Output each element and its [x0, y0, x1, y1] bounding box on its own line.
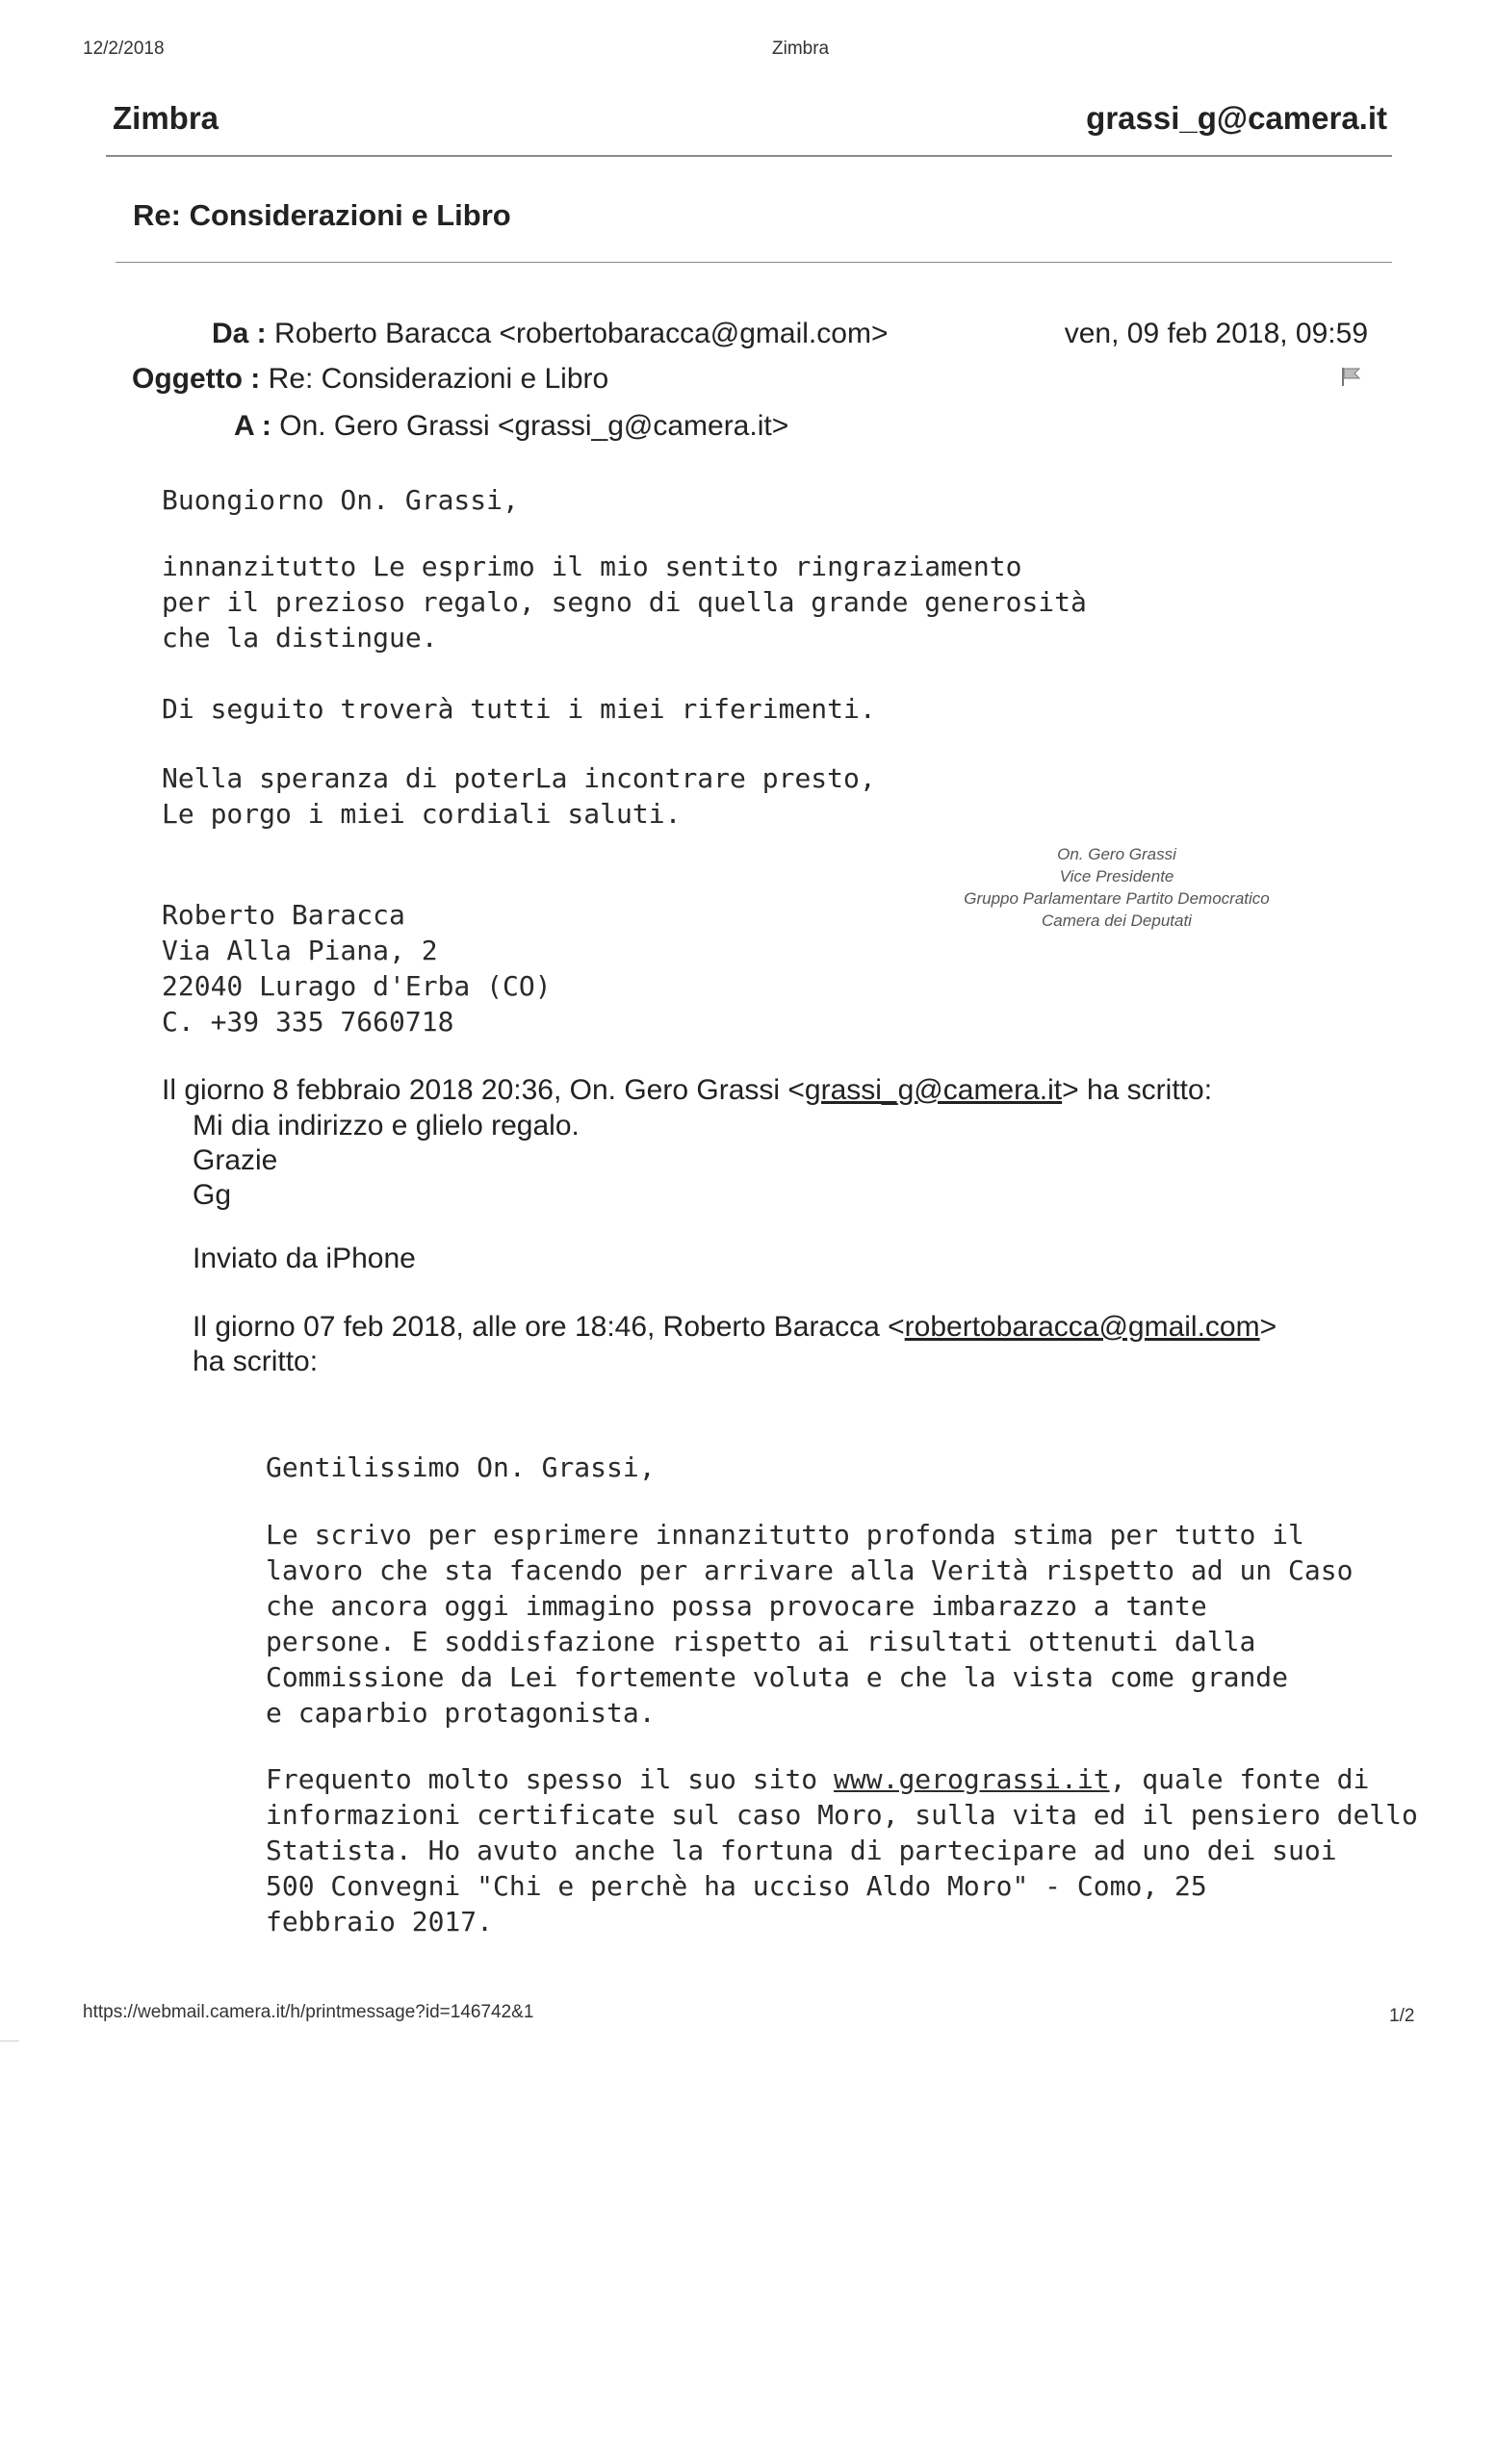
- quote1-line: Mi dia indirizzo e glielo regalo.: [193, 1110, 580, 1142]
- body-paragraph-3: [162, 760, 876, 832]
- signature-phone: C. +39 335 7660718: [162, 1006, 454, 1038]
- brand-logo-text: Zimbra: [113, 100, 219, 136]
- quote1-sent-from: Inviato da iPhone: [193, 1243, 416, 1274]
- body-line: per il prezioso regalo, segno di quella grande generosità: [162, 586, 1087, 618]
- to-value: On. Gero Grassi <grassi_g@camera.it>: [279, 410, 789, 442]
- subject-row: [132, 363, 608, 396]
- body-paragraph-1: [162, 549, 1087, 655]
- stamp-line: On. Gero Grassi: [1057, 845, 1176, 863]
- quote2-intro-tail: >: [1259, 1311, 1277, 1343]
- account-email: grassi_g@camera.it: [1086, 100, 1387, 136]
- quote2-line: [266, 1761, 1418, 1797]
- signature-name: Roberto Baracca: [162, 899, 405, 931]
- quote2-intro: [193, 1310, 1277, 1379]
- from-row: [212, 318, 888, 350]
- print-title: Zimbra: [772, 38, 830, 59]
- quote2-line-tail: , quale fonte di: [1109, 1763, 1370, 1795]
- quote2-intro-line2: ha scritto:: [193, 1346, 319, 1377]
- quote2-paragraph-2: [266, 1761, 1418, 1939]
- website-link[interactable]: www.gerograssi.it: [834, 1763, 1110, 1795]
- quote2-line: e caparbio protagonista.: [266, 1697, 656, 1729]
- quote2-email-link[interactable]: robertobaracca@gmail.com: [904, 1311, 1260, 1343]
- quote2-greeting: Gentilissimo On. Grassi,: [266, 1451, 656, 1483]
- stamp-line: Camera dei Deputati: [1042, 911, 1192, 930]
- page-number: 1/2: [1389, 2006, 1415, 2026]
- quote1-intro-tail: > ha scritto:: [1062, 1074, 1213, 1106]
- flag-icon[interactable]: [1340, 366, 1363, 392]
- body-line: che la distingue.: [162, 622, 438, 654]
- body-line: Le porgo i miei cordiali saluti.: [162, 798, 682, 830]
- quote2-line: febbraio 2017.: [266, 1906, 494, 1938]
- quote2-line: informazioni certificate sul caso Moro, sulla vita ed il pensiero dello: [266, 1799, 1418, 1831]
- subject-value: Re: Considerazioni e Libro: [268, 363, 609, 395]
- quote1-intro-text: Il giorno 8 febbraio 2018 20:36, On. Gero Grassi <: [162, 1074, 805, 1106]
- quote2-line: persone. E soddisfazione rispetto ai risultati ottenuti dalla: [266, 1626, 1256, 1657]
- body-line: Nella speranza di poterLa incontrare presto,: [162, 762, 876, 794]
- quote2-line: Le scrivo per esprimere innanzitutto profonda stima per tutto il: [266, 1519, 1304, 1551]
- quote1-email-link[interactable]: grassi_g@camera.it: [804, 1074, 1063, 1106]
- body-line: innanzitutto Le esprimo il mio sentito ringraziamento: [162, 551, 1022, 582]
- quote2-intro-line: [193, 1310, 1277, 1345]
- message-subject-title: Re: Considerazioni e Libro: [133, 198, 511, 232]
- to-row: [234, 410, 788, 443]
- subject-label: Oggetto :: [132, 363, 261, 395]
- to-label: A :: [234, 410, 271, 442]
- quote1-body: [193, 1109, 580, 1213]
- from-value: Roberto Baracca <robertobaracca@gmail.com>: [274, 318, 889, 349]
- subject-divider: [116, 262, 1392, 263]
- quote2-line-text: Frequento molto spesso il suo sito: [266, 1763, 835, 1795]
- stamp-line: Vice Presidente: [1059, 867, 1174, 886]
- signature-city: 22040 Lurago d'Erba (CO): [162, 970, 552, 1002]
- print-url: https://webmail.camera.it/h/printmessage?id=146742&1: [83, 2002, 534, 2022]
- quote1-intro: [162, 1073, 1212, 1108]
- from-label: Da :: [212, 318, 267, 349]
- stamp-line: Gruppo Parlamentare Partito Democratico: [964, 889, 1270, 908]
- quote1-line: Grazie: [193, 1144, 278, 1176]
- quote2-line: lavoro che sta facendo per arrivare alla Verità rispetto ad un Caso: [266, 1554, 1354, 1586]
- body-greeting: Buongiorno On. Grassi,: [162, 484, 519, 516]
- quote2-line: Statista. Ho avuto anche la fortuna di partecipare ad uno dei suoi: [266, 1835, 1337, 1866]
- message-date: ven, 09 feb 2018, 09:59: [1064, 318, 1368, 349]
- quote2-line: 500 Convegni "Chi e perchè ha ucciso Aldo Moro" - Como, 25: [266, 1870, 1207, 1902]
- quote2-paragraph-1: [266, 1517, 1353, 1731]
- print-date: 12/2/2018: [83, 38, 165, 59]
- scan-edge: [0, 2040, 19, 2041]
- signature-street: Via Alla Piana, 2: [162, 935, 438, 966]
- signature-block: [162, 897, 552, 1040]
- body-paragraph-2: Di seguito troverà tutti i miei riferimenti.: [162, 693, 876, 725]
- quote1-line: Gg: [193, 1179, 232, 1211]
- office-stamp: [905, 843, 1328, 932]
- quote2-intro-text: Il giorno 07 feb 2018, alle ore 18:46, Roberto Baracca <: [193, 1311, 905, 1343]
- quote2-line: che ancora oggi immagino possa provocare imbarazzo a tante: [266, 1590, 1207, 1622]
- quote2-line: Commissione da Lei fortemente voluta e che la vista come grande: [266, 1661, 1289, 1693]
- header-divider: [106, 155, 1392, 157]
